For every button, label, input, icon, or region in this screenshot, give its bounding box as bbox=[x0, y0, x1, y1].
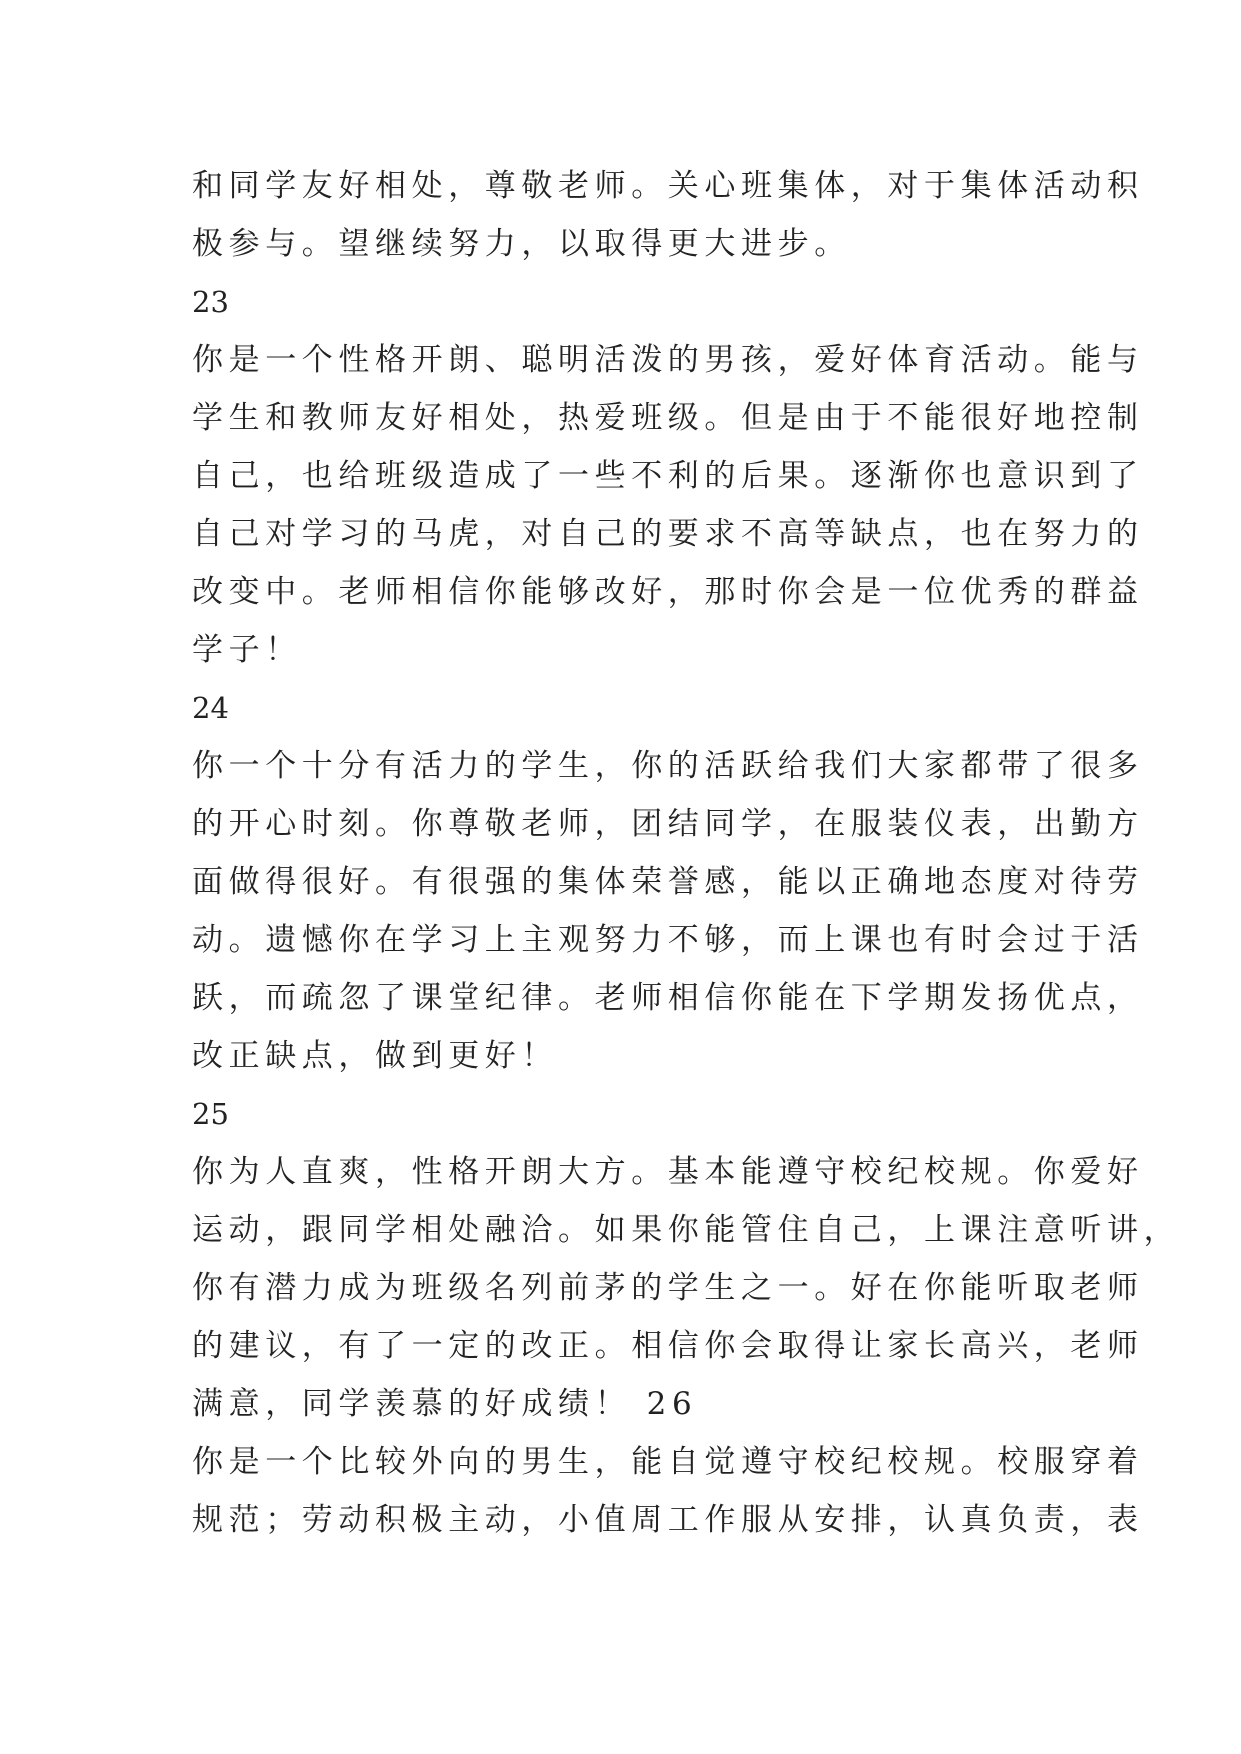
text-line: 你为人直爽，性格开朗大方。基本能遵守校纪校规。你爱好 bbox=[192, 1154, 1144, 1190]
comment-number: 24 bbox=[192, 691, 229, 725]
text-line: 你有潜力成为班级名列前茅的学生之一。好在你能听取老师 bbox=[192, 1270, 1144, 1306]
text-line: 规范；劳动积极主动，小值周工作服从安排，认真负责，表 bbox=[192, 1502, 1144, 1538]
text-line: 学子！ bbox=[192, 632, 302, 668]
text-line: 跃，而疏忽了课堂纪律。老师相信你能在下学期发扬优点， bbox=[192, 980, 1144, 1016]
text-line: 的建议，有了一定的改正。相信你会取得让家长高兴，老师 bbox=[192, 1328, 1144, 1364]
text-line: 的开心时刻。你尊敬老师，团结同学，在服装仪表，出勤方 bbox=[192, 806, 1144, 842]
text-line: 改变中。老师相信你能够改好，那时你会是一位优秀的群益 bbox=[192, 574, 1144, 610]
text-line: 你一个十分有活力的学生，你的活跃给我们大家都带了很多 bbox=[192, 748, 1144, 784]
text-line: 你是一个性格开朗、聪明活泼的男孩，爱好体育活动。能与 bbox=[192, 342, 1144, 378]
text-line: 面做得很好。有很强的集体荣誉感，能以正确地态度对待劳 bbox=[192, 864, 1144, 900]
text-line: 你是一个比较外向的男生，能自觉遵守校纪校规。校服穿着 bbox=[192, 1444, 1144, 1480]
text-line: 运动，跟同学相处融洽。如果你能管住自己，上课注意听讲， bbox=[192, 1212, 1181, 1248]
text-line: 自己，也给班级造成了一些不利的后果。逐渐你也意识到了 bbox=[192, 458, 1144, 494]
text-line: 学生和教师友好相处，热爱班级。但是由于不能很好地控制 bbox=[192, 400, 1144, 436]
text-line: 极参与。望继续努力，以取得更大进步。 bbox=[192, 226, 851, 262]
comment-number: 23 bbox=[192, 285, 229, 319]
text-line: 动。遗憾你在学习上主观努力不够，而上课也有时会过于活 bbox=[192, 922, 1144, 958]
text-line: 和同学友好相处，尊敬老师。关心班集体，对于集体活动积 bbox=[192, 168, 1144, 204]
comment-number: 25 bbox=[192, 1097, 229, 1131]
text-line: 自己对学习的马虎，对自己的要求不高等缺点，也在努力的 bbox=[192, 516, 1144, 552]
text-line: 满意，同学羡慕的好成绩！ 26 bbox=[192, 1386, 698, 1422]
text-line: 改正缺点，做到更好！ bbox=[192, 1038, 558, 1074]
